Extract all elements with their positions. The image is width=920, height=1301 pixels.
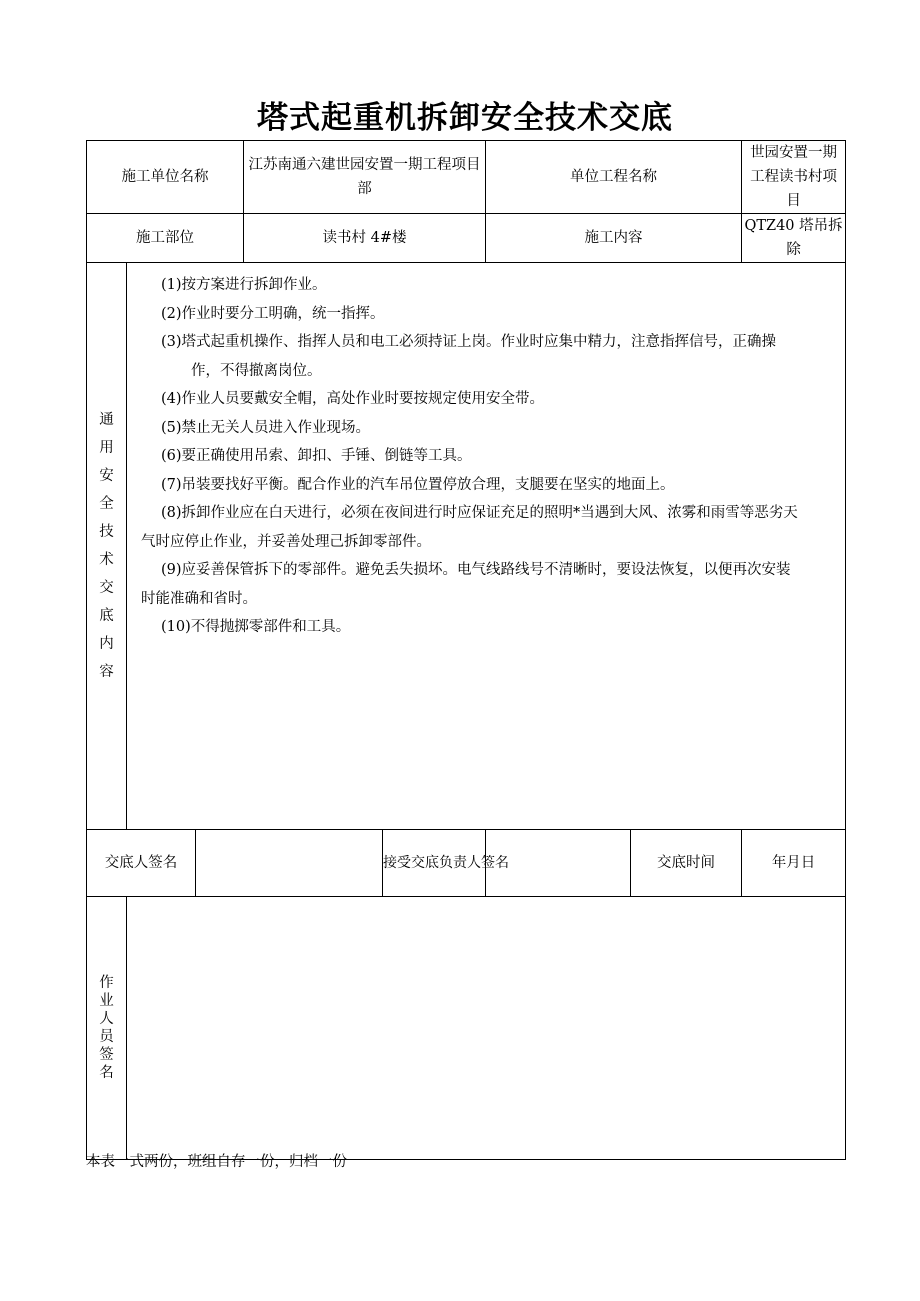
- project-name-label: 单位工程名称: [486, 141, 742, 214]
- signature-row: [87, 830, 846, 897]
- unit-name-value: [244, 141, 486, 214]
- header-row-1: [87, 141, 846, 214]
- project-name-text: 世园安置一期工程读书村项目: [750, 145, 838, 209]
- safety-item: (9)应妥善保管拆下的零部件。避免丢失损坏。电气线路线号不清晰时，要设法恢复，以便再次安装: [161, 562, 791, 578]
- vertical-label-char: 业: [99, 993, 114, 1009]
- vertical-label-char: 技: [99, 524, 114, 540]
- construction-content-label: 施工内容: [486, 214, 742, 263]
- vertical-label-char: 内: [99, 636, 114, 652]
- vertical-label-char: 底: [99, 608, 114, 624]
- vertical-label-char: 术: [99, 552, 114, 568]
- safety-item: 时能准确和省时。: [141, 590, 257, 607]
- safety-item: 气时应停止作业，并妥善处理己拆卸零部件。: [141, 533, 431, 550]
- construction-part-value: 读书村 4#楼: [244, 214, 486, 263]
- vertical-label-char: 交: [99, 580, 114, 596]
- vertical-label-char: 容: [99, 664, 114, 680]
- vertical-label-char: 通: [99, 412, 114, 428]
- vertical-label-char: 作: [99, 975, 114, 991]
- vertical-label-char: 安: [99, 468, 114, 484]
- header-row-2: [87, 214, 846, 263]
- construction-part-label: 施工部位: [87, 214, 244, 263]
- safety-item: (7)吊装要找好平衡。配合作业的汽车吊位置停放合理，支腿要在坚实的地面上。: [161, 476, 675, 493]
- vertical-label-char: 签: [99, 1047, 114, 1063]
- safety-item: (3)塔式起重机操作、指挥人员和电工必须持证上岗。作业时应集中精力，注意指挥信号，正确操: [161, 334, 777, 350]
- disclosure-time-value[interactable]: 年月日: [742, 830, 846, 897]
- safety-item: 作，不得撤离岗位。: [191, 362, 322, 379]
- footnote: 本表一式两份，班组自存一份，归档一份: [86, 1154, 347, 1170]
- safety-item: (1)按方案进行拆卸作业。: [161, 277, 327, 293]
- document-title: 塔式起重机拆卸安全技术交底: [257, 100, 673, 136]
- general-safety-row: [87, 263, 846, 830]
- worker-signature-area[interactable]: [127, 897, 846, 1160]
- general-safety-content: [127, 263, 846, 830]
- vertical-label-char: 名: [99, 1065, 114, 1081]
- worker-signature-label: [87, 897, 127, 1160]
- safety-item: (5)禁止无关人员进入作业现场。: [161, 419, 371, 436]
- discloser-signature-label: 交底人签名: [87, 830, 196, 897]
- safety-item: (2)作业时要分工明确，统一指挥。: [161, 305, 385, 322]
- safety-item: (8)拆卸作业应在白天进行，必须在夜间进行时应保证充足的照明*当遇到大风、浓雾和雨雪等恶劣天: [161, 505, 798, 521]
- vertical-label-char: 人: [99, 1011, 114, 1027]
- unit-name-text: 江苏南通六建世园安置一期工程项目部: [248, 157, 481, 197]
- project-name-value: [742, 141, 846, 214]
- safety-item: (10)不得抛掷零部件和工具。: [161, 619, 351, 635]
- worker-signature-row: [87, 897, 846, 1160]
- disclosure-form: [86, 140, 846, 1160]
- receiver-signature-label: 接受交底负责人签名: [383, 830, 486, 897]
- vertical-label-char: 全: [99, 496, 114, 512]
- construction-content-value: QTZ40 塔吊拆除: [742, 214, 846, 263]
- discloser-signature-field[interactable]: [196, 830, 383, 897]
- general-safety-label: [87, 263, 127, 830]
- general-safety-vertical-label: [87, 406, 126, 686]
- safety-item: (6)要正确使用吊索、卸扣、手锤、倒链等工具。: [161, 448, 472, 464]
- safety-item: (4)作业人员要戴安全帽，高处作业时要按规定使用安全带。: [161, 391, 545, 407]
- disclosure-time-label: 交底时间: [631, 830, 742, 897]
- worker-signature-vertical-label: [87, 974, 126, 1082]
- vertical-label-char: 员: [99, 1029, 114, 1045]
- vertical-label-char: 用: [99, 440, 114, 456]
- unit-name-label: 施工单位名称: [87, 141, 244, 214]
